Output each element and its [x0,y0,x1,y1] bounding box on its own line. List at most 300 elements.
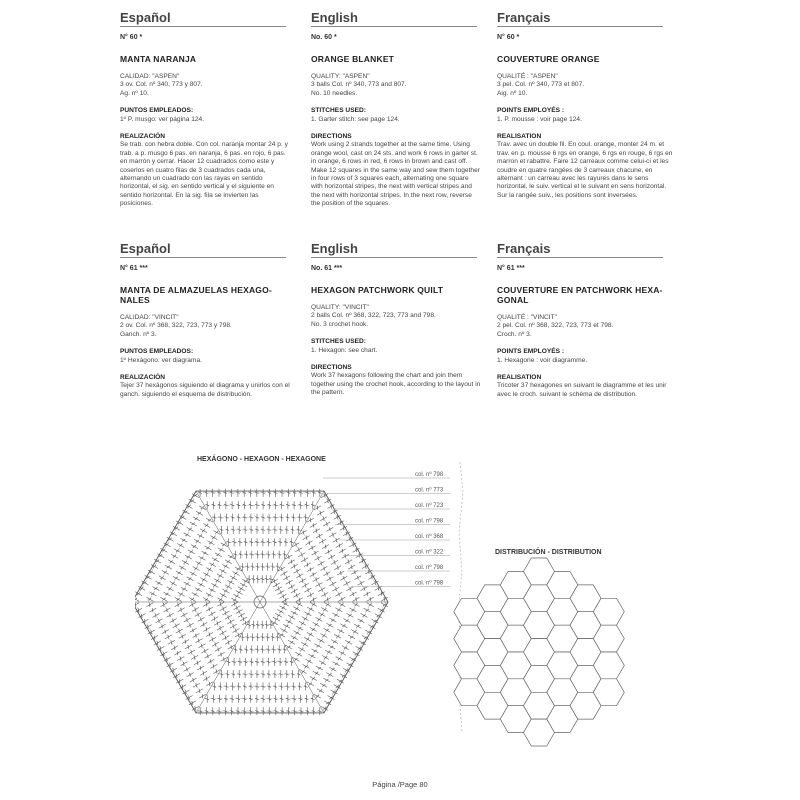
stitch-symbol [192,515,201,522]
stitch-symbol [333,633,342,640]
stitch-symbol [200,621,209,628]
stitch-symbol [290,634,299,641]
stitch-symbol [295,572,304,579]
chart-title: HEXÁGONO - HEXAGON - HEXAGONE [197,456,326,463]
stitch-symbol [205,606,214,613]
stitch-symbol [181,559,190,566]
stitch-symbol [195,637,204,644]
stitch-symbol [181,638,190,645]
pattern-title: ORANGE BLANKET [311,54,395,64]
stitch-symbol [186,671,195,678]
stitch-symbol [210,582,219,589]
language-heading: Français [497,241,663,258]
stitch-symbol [216,572,225,579]
stitch-symbol [282,623,291,630]
stitch-symbol [164,564,173,571]
stitch-symbol [304,610,313,617]
stitch-symbol [202,675,211,682]
stitch-symbol [301,615,310,622]
quality-line: QUALITÉ : "VINCIT" [497,314,558,321]
stitch-symbol [207,539,216,546]
stitch-symbol [276,608,285,615]
stitch-symbol [319,682,328,689]
stitch-symbol [169,580,178,587]
stitch-symbol [149,607,158,614]
stitch-symbol [280,570,289,577]
language-heading: Français [497,10,663,27]
stitch-symbol [329,666,338,673]
stitch-symbol [336,627,345,634]
stitch-symbol [341,553,350,560]
stitch-symbol [211,641,220,648]
stitch-line: 1. Hexagone : voir diagramme. [497,356,588,364]
stitch-symbol [219,592,228,599]
stitch-symbol [175,627,184,634]
stitch-line: 1º Hexágono: ver diagrama. [120,356,202,364]
stitch-symbol [208,610,217,617]
stitch-symbol [316,510,325,517]
directions-text: Tricoter 37 hexagones en suivant le diagramme et les unir avec le croch. suivant le schéma de distribution. [497,382,667,398]
stitch-symbol [227,618,236,625]
stitch-symbol [221,634,230,641]
stitch-symbol [304,587,313,594]
stitch-symbol [163,591,172,598]
stitch-symbol [199,670,208,677]
stitch-symbol [308,544,317,551]
stitch-symbol [326,575,335,582]
distribution-hexagons [454,558,625,746]
legend-label: col. nº 798 [415,565,444,571]
stitch-line: 1. Garter stitch: see page 124. [311,115,400,123]
stitch-symbol [172,575,181,582]
stitch-symbol [325,671,334,678]
stitch-symbol [208,561,217,568]
stitch-symbol [187,548,196,555]
quality-line: QUALITY: "VINCIT" [311,304,369,311]
stitch-symbol [204,653,213,660]
material-line: Ganch. nº 3. [120,330,157,338]
stitch-symbol [234,631,243,638]
stitch-symbol [331,611,340,618]
stitch-symbol [282,574,291,581]
stitch-symbol [300,641,309,648]
stitch-symbol [208,636,217,643]
pattern-number: N° 60 * [120,34,143,41]
stitch-symbol [194,611,203,618]
stitch-symbol [277,566,286,573]
stitch-symbol [316,687,325,694]
stitch-symbol [184,554,193,561]
stitch-symbol [183,616,192,623]
stitch-symbol [287,639,296,646]
legend-label: col. nº 798 [415,518,444,525]
stitch-symbol [149,590,158,597]
stitch-symbol [306,606,315,613]
stitch-symbol [196,532,205,539]
language-heading: English [311,241,477,258]
stitch-symbol [347,564,356,571]
material-line: 3 ov. Col. nº 340, 773 y 807. [120,81,203,89]
stitch-symbol [318,659,327,666]
stitch-symbol [232,570,241,577]
stitch-symbol [189,627,198,634]
column-en-61 [311,241,481,398]
quality-line: CALIDAD: "VINCIT" [120,314,179,321]
stitch-symbol [197,581,206,588]
stitch-symbol [217,546,226,553]
title-line: HEXAGON PATCHWORK QUILT [311,285,444,295]
stitch-symbol [191,591,200,598]
stitch-symbol [320,606,329,613]
stitch-symbol [194,586,203,593]
material-line: 2 balls Col. nº 368, 322, 723, 773 and 798. [311,312,436,320]
stitch-symbol [229,574,238,581]
material-line: 3 pel. Col. nº 340, 773 et 807. [497,81,585,89]
stitch-symbol [302,534,311,541]
stitch-symbol [230,597,239,604]
stitch-symbol [338,650,347,657]
stitch-symbol [214,646,223,653]
stitch-symbol [201,550,210,557]
stitch-symbol [335,655,344,662]
stitch-symbol [330,638,339,645]
stitch-symbol [202,626,211,633]
stitch-symbol [334,606,343,613]
stitch-symbol [221,587,230,594]
stitch-symbol [272,581,281,588]
stitch-symbol [314,642,323,649]
stitch-symbol [192,682,201,689]
stitch-symbol [312,576,321,583]
stitch-symbol [192,632,201,639]
stitch-symbol [327,643,336,650]
stitch-symbol [363,607,372,614]
stitch-symbol [173,650,182,657]
stitch-symbol [305,658,314,665]
stitch-symbol [292,592,301,599]
column-fr-61 [497,241,677,399]
stitch-symbol [318,538,327,545]
stitch-symbol [350,628,359,635]
stitch-symbol [175,569,184,576]
stitch-symbol [295,625,304,632]
stitches-heading: PUNTOS EMPLEADOS: [120,348,194,356]
stitch-symbol [229,623,238,630]
stitch-symbol [308,653,317,660]
distribution-title: DISTRIBUCIÓN - DISTRIBUTION [495,549,602,556]
directions-heading: REALIZACIÓN [120,133,166,141]
stitch-symbol [190,654,199,661]
stitch-symbol [186,526,195,533]
stitches-heading: PUNTOS EMPLEADOS: [120,107,194,115]
stitch-symbol [306,566,315,573]
stitch-symbol [357,617,366,624]
stitch-symbol [213,620,222,627]
column-fr-60 [497,10,677,200]
pattern-number: No. 60 * [311,34,337,41]
stitch-symbol [360,612,369,619]
stitch-symbol [312,621,321,628]
directions-heading: REALISATION [497,133,542,141]
stitch-symbol [167,558,176,565]
stitch-symbol [287,558,296,565]
stitch-symbol [319,515,328,522]
stitch-symbol [333,564,342,571]
stitch-symbol [317,560,326,567]
stitch-symbol [306,631,315,638]
stitch-symbol [279,593,288,600]
stitch-symbol [183,666,192,673]
stitch-symbol [293,568,302,575]
hexagon-crochet-chart [135,452,475,752]
pattern-title: MANTA NARANJA [120,54,197,64]
stitch-symbol [328,580,337,587]
stitch-symbol [187,649,196,656]
stitch-symbol [233,604,242,611]
stitch-symbol [350,569,359,576]
stitch-symbol [224,583,233,590]
stitch-symbol [339,575,348,582]
stitch-symbol [320,632,329,639]
stitch-symbol [177,591,186,598]
stitch-line: 1. P. mousse : voir page 124. [497,115,582,123]
stitch-symbol [306,591,315,598]
stitch-symbol [170,644,179,651]
title-line: GONAL [497,295,529,305]
pattern-title [497,285,677,305]
directions-text: Work using 2 strands together at the same time. Using orange wool, cast on 24 sts. and work 6 rows in garter st. in orange, 6 rows in red, 6 rows in brown and cast off. Make 12 squares in the same way and sew them together in four rows of 3 squares each, alternating one square with horizontal stripes, the next with vertical stripes and the next with horizontal stripes. In the next row, reverse the position of the squares. [311,141,480,208]
stitch-symbol [237,585,246,592]
stitch-symbol [321,654,330,661]
stitch-symbol [210,534,219,541]
stitch-symbol [341,644,350,651]
stitch-symbol [183,580,192,587]
stitch-symbol [297,646,306,653]
material-line: Ag. nº 10. [120,89,149,97]
stitch-symbol [290,587,299,594]
stitch-symbol [205,566,214,573]
stitch-symbol [210,663,219,670]
stitch-symbol [196,664,205,671]
stitch-symbol [309,675,318,682]
stitch-symbol [303,561,312,568]
stitch-symbol [239,615,248,622]
material-line: 2 pel. Col. nº 368, 322, 723, 773 et 798. [497,322,614,330]
stitch-symbol [219,568,228,575]
stitch-symbol [293,629,302,636]
stitch-symbol [180,586,189,593]
stitch-symbol [135,607,143,614]
stitch-symbol [287,614,296,621]
stitch-symbol [342,617,351,624]
stitch-symbol [342,580,351,587]
column-es-60 [120,10,290,209]
stitch-symbol [303,636,312,643]
pattern-number: N° 61 *** [120,265,148,272]
stitch-symbol [324,548,333,555]
language-heading: Español [120,241,286,258]
stitch-symbol [163,606,172,613]
stitch-symbol [158,574,167,581]
stitch-symbol [235,608,244,615]
stitch-symbol [314,555,323,562]
material-line: No. 10 needles. [311,89,358,97]
stitch-symbol [311,550,320,557]
column-es-61 [120,241,290,399]
stitch-symbol [216,625,225,632]
stitch-symbol [180,537,189,544]
stitch-symbol [200,576,209,583]
stitch-symbol [353,574,362,581]
stitch-symbol [230,600,239,607]
stitch-symbol [272,615,281,622]
stitch-symbol [302,663,311,670]
stitch-symbol [344,558,353,565]
legend-label: col. nº 368 [415,534,444,540]
stitch-symbol [298,620,307,627]
stitch-symbol [186,622,195,629]
stitch-symbol [176,542,185,549]
stitch-symbol [325,526,334,533]
stitch-symbol [224,614,233,621]
stitch-symbol [191,606,200,613]
material-line: No. 3 crochet hook. [311,320,369,328]
legend-label: col. nº 322 [415,549,444,556]
stitch-symbol [224,639,233,646]
stitch-symbol [305,539,314,546]
stitch-symbol [172,622,181,629]
stitch-symbol [164,633,173,640]
stitch-symbol [285,579,294,586]
stitch-symbol [198,555,207,562]
stitch-symbol [274,585,283,592]
stitch-symbol [315,532,324,539]
stitch-symbol [167,639,176,646]
stitch-symbol [349,606,358,613]
stitch-symbol [189,676,198,683]
page-footer: Página /Page 80 [372,780,428,789]
stitch-symbol [233,593,242,600]
stitch-symbol [166,585,175,592]
quality-line: QUALITÉ : "ASPEN" [497,73,558,80]
stitch-symbol [301,582,310,589]
stitch-symbol [235,589,244,596]
pattern-title: COUVERTURE ORANGE [497,54,600,64]
stitch-symbol [281,597,290,604]
stitches-heading: STITCHES USED: [311,338,366,346]
stitch-symbol [315,616,324,623]
stitch-symbol [180,660,189,667]
stitch-symbol [227,579,236,586]
stitch-symbol [332,660,341,667]
stitch-symbol [320,591,329,598]
stitch-symbol [155,617,164,624]
stitch-symbol [281,600,290,607]
stitch-symbol [219,629,228,636]
stitch-symbol [205,591,214,598]
stitch-symbol [178,633,187,640]
stitch-symbol [184,643,193,650]
stitch-symbol [207,658,216,665]
stitch-symbol [321,543,330,550]
stitch-symbol [276,589,285,596]
stitch-symbol [161,569,170,576]
stitch-symbol [170,553,179,560]
stitch-symbol [217,651,226,658]
stitch-symbol [292,605,301,612]
title-line: MANTA DE ALMAZUELAS HEXAGO- [120,285,272,295]
stitch-symbol [189,520,198,527]
stitch-symbol [324,649,333,656]
stitch-symbol [322,520,331,527]
pattern-number: N° 61 *** [497,265,525,272]
stitch-symbol [336,569,345,576]
stitch-symbol [211,556,220,563]
stitch-symbol [204,544,213,551]
pattern-number: N° 60 * [497,34,520,41]
stitch-line: 1. Hexagon: see chart. [311,346,378,354]
stitch-symbol [176,655,185,662]
stitch-symbol [317,611,326,618]
stitch-symbol [214,551,223,558]
stitch-symbol [202,522,211,529]
stitch-symbol [322,676,331,683]
stitch-symbol [360,585,369,592]
stitch-symbol [326,622,335,629]
stitch-symbol [221,563,230,570]
stitch-symbol [344,639,353,646]
directions-heading: DIRECTIONS [311,364,352,372]
stitch-symbol [192,565,201,572]
material-line: 2 ov. Col. nº 368, 322, 723, 773 y 798. [120,322,232,330]
stitch-symbol [294,651,303,658]
stitches-heading: STITCHES USED: [311,107,366,115]
directions-heading: REALIZACIÓN [120,374,166,382]
material-line: Croch. nº 3. [497,330,532,338]
directions-text: Work 37 hexagons following the chart and join them together using the crochet hook, according to the layout in the pattern. [311,372,481,397]
stitch-symbol [197,616,206,623]
stitch-symbol [210,615,219,622]
legend-label: col. nº 773 [415,487,444,494]
stitch-symbol [135,590,143,597]
legend-label: col. nº 798 [415,472,444,478]
material-line: Aig. nº 10. [497,89,528,97]
stitch-symbol [202,571,211,578]
stitch-symbol [290,563,299,570]
stitch-symbol [317,586,326,593]
stitch-symbol [317,637,326,644]
language-heading: Español [120,10,286,27]
stitch-symbol [335,542,344,549]
stitch-symbol [193,538,202,545]
directions-heading: REALISATION [497,374,542,382]
directions-text: Trav. avec un double fil. En coul. orange, monter 24 m. et trav. en p. mousse 6 rgs en orange, 6 rgs en rouge, 6 rgs en marron et rabattre. Faire 12 carreaux comme celui-ci et les coudre en quatre rangées de 3 carreaux chacune, en alternant : un carreau avec les rayures dans le sens horizontal, le suiv. vertical et le suivant en sens horizontal. Sur la rangée suiv., les positions sont inversées. [497,141,673,199]
stitch-symbol [178,564,187,571]
legend-label: col. nº 798 [415,580,444,587]
stitch-symbol [195,560,204,567]
stitch-symbol [349,591,358,598]
material-line: 3 balls Col. nº 340, 773 and 807. [311,81,407,89]
stitch-symbol [155,580,164,587]
stitch-symbol [279,604,288,611]
directions-text: Se trab. con hebra doble. Con col. naranja montar 24 p. y trab. a p. musgo 6 pas. en naranja, 6 pas. en rojo, 6 pas. en marrón y cerrar. Hacer 12 cuadrados como este y coserlos en cuatro filas de 3 cuadrados cada una, alternando un cuadrado con las rayas en sentido horizontal, el sig. en sentido vertical y el siguiente en sentido horizontal. En la sig. fila se invierten las posiciones. [120,141,288,208]
stitch-symbol [201,647,210,654]
stitch-symbol [237,612,246,619]
stitch-symbol [312,670,321,677]
quality-line: CALIDAD: "ASPEN" [120,73,180,80]
stitch-symbol [183,531,192,538]
stitch-symbol [232,627,241,634]
